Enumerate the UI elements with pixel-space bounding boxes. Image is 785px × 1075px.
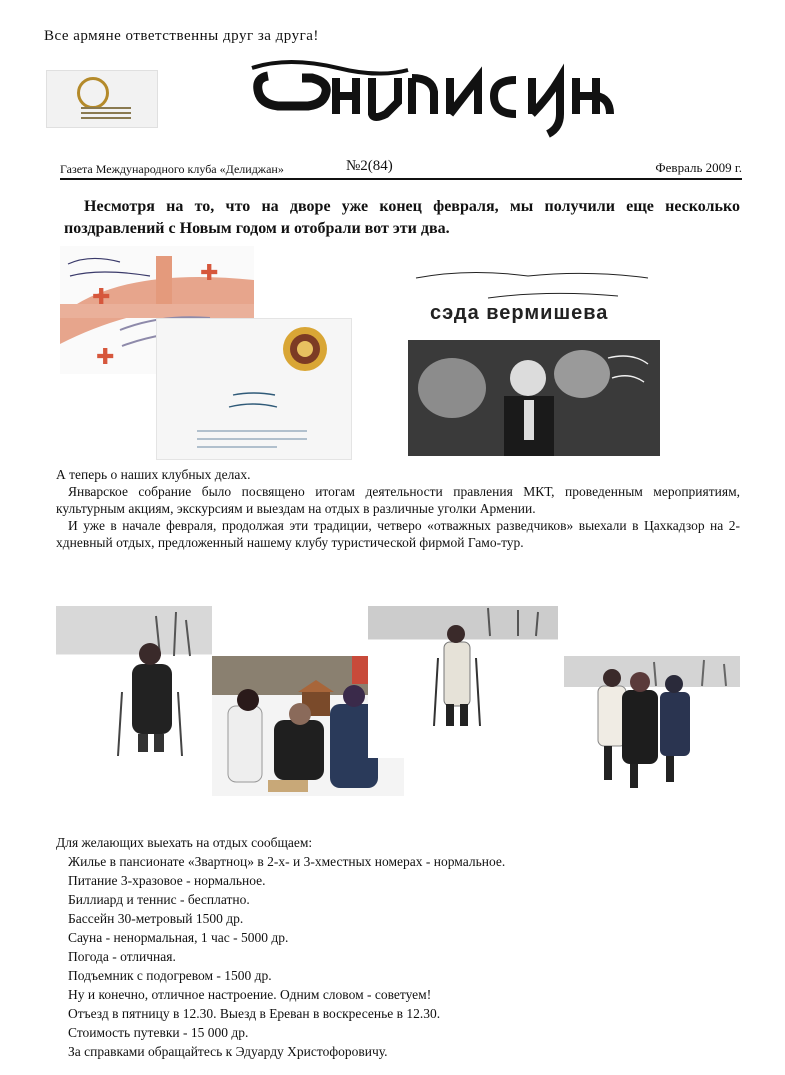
club-news-paragraph-2: И уже в начале февраля, продолжая эти традиции, четверо «отважных разведчиков» выехали в Цахкадзор на 2-хдневный отдых, предложенный нашему клубу туристической фирмой Гамо-тур. xyxy=(56,518,740,550)
photo-skier-right xyxy=(368,606,558,758)
club-news xyxy=(56,466,740,551)
photo-skier-left xyxy=(56,606,212,758)
headline: Несмотря на то, что на дворе уже конец февраля, мы получили еще несколько поздравлений с Новым годом и отобрали вот эти два. xyxy=(64,198,740,237)
list-item: Жилье в пансионате «Звартноц» в 2-х- и 3-хместных номерах - нормальное. xyxy=(68,854,506,869)
list-item: Погода - отличная. xyxy=(68,949,176,964)
list-item: Биллиард и теннис - бесплатно. xyxy=(68,892,250,907)
issue-number: №2(84) xyxy=(346,158,393,174)
club-news-paragraph-1: Январское собрание было посвящено итогам деятельности правления МКТ, проведенным мероприятиям, культурным акциям, экскурсиям и выездам на отдых в различные уголки Армении. xyxy=(56,484,740,516)
greeting-card-emblem xyxy=(156,318,352,460)
club-news-intro: А теперь о наших клубных делах. xyxy=(56,467,251,482)
trip-info xyxy=(56,833,736,1061)
issue-date: Февраль 2009 г. xyxy=(655,160,742,175)
list-item: Стоимость путевки - 15 000 др. xyxy=(68,1025,249,1040)
logo-text-lines xyxy=(81,107,131,121)
newspaper-descriptor: Газета Международного клуба «Делиджан» xyxy=(60,162,284,176)
list-item: Питание 3-хразовое - нормальное. xyxy=(68,873,266,888)
trip-info-intro: Для желающих выехать на отдых сообщаем: xyxy=(56,835,313,850)
svg-text:✚: ✚ xyxy=(96,344,115,369)
photo-group-right xyxy=(564,656,740,796)
list-item: Бассейн 30-метровый 1500 др. xyxy=(68,911,244,926)
club-logo xyxy=(46,70,158,128)
list-item: Ну и конечно, отличное настроение. Одним словом - советуем! xyxy=(68,987,432,1002)
masthead-title xyxy=(248,58,620,138)
greeting-card-poet xyxy=(408,268,660,456)
motto: Все армяне ответственны друг за друга! xyxy=(44,28,319,44)
list-item: Сауна - ненормальная, 1 час - 5000 др. xyxy=(68,930,289,945)
list-item: За справками обращайтесь к Эдуарду Христофоровичу. xyxy=(68,1044,388,1059)
list-item: Подъемник с подогревом - 1500 др. xyxy=(68,968,272,983)
card-poet-title: сэда вермишева xyxy=(430,302,609,324)
header-rule xyxy=(60,178,742,180)
list-item: Отъезд в пятницу в 12.30. Выезд в Ереван в воскресенье в 12.30. xyxy=(68,1006,441,1021)
logo-emblem-icon xyxy=(77,77,109,109)
svg-text:✚: ✚ xyxy=(92,284,111,309)
svg-text:✚: ✚ xyxy=(200,260,219,285)
